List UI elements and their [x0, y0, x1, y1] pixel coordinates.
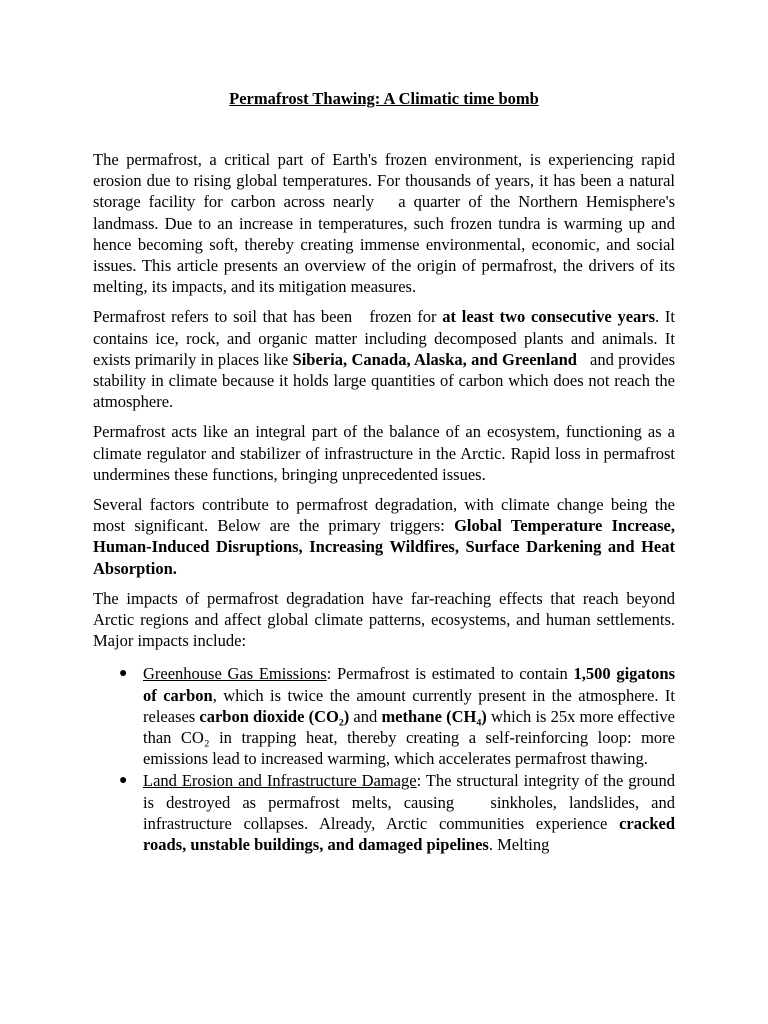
list-item — [93, 663, 675, 769]
bullet1-text-2: , which is twice the amount currently present in the atmosphere. It releases — [143, 685, 675, 726]
bullet-icon: ● — [119, 773, 128, 789]
bullet2-heading: Land Erosion and Infrastructure Damage — [143, 771, 417, 791]
bullet1-heading: Greenhouse Gas Emissions — [143, 664, 327, 684]
bullet1-text-3: and — [349, 706, 382, 726]
ecosystem-paragraph: Permafrost acts like an integral part of the balance of an ecosystem, functioning as a climate regulator and stabilizer of infrastructure in the Arctic. Rapid loss in permafrost undermines these functions, bringing unprecedented issues. — [93, 422, 675, 484]
bullet2-text-1: : The structural integrity of the ground is destroyed as permafrost melts, causing sinkholes, landslides, and infrastructure collapses. Already, Arctic communities experience — [143, 771, 675, 833]
bullet2-bold-1: cracked roads, unstable buildings, and damaged pipelines — [143, 813, 675, 855]
definition-text-e: and provides stability in climate because it holds large quantities of carbon which does not reach the atmosphere. — [93, 349, 675, 412]
definition-bold-duration: at least two consecutive years — [442, 307, 656, 327]
bullet1-text-1: : Permafrost is estimated to contain — [326, 664, 574, 684]
document-page — [93, 88, 675, 856]
bullet1-bold-3: methane (CH₄) — [381, 706, 487, 726]
bullet2-text-2: . Melting — [488, 835, 550, 855]
bullet1-text-4: which is 25x more effective than CO₂ in trapping heat, thereby creating a self-reinforcing loop: more emissions lead to increased warming, which accelerates permafrost thawing. — [143, 706, 676, 769]
factors-text: Several factors contribute to permafrost degradation, with climate change being the most significant. Below are the primary triggers: — [93, 495, 675, 536]
impacts-list — [93, 663, 675, 855]
factors-bold-triggers: Global Temperature Increase, Human-Induced Disruptions, Increasing Wildfires, Surface Darkening and Heat Absorption. — [93, 516, 675, 578]
bullet-icon: ● — [119, 666, 128, 682]
definition-bold-places: Siberia, Canada, Alaska, and Greenland — [292, 349, 577, 369]
impacts-paragraph: The impacts of permafrost degradation have far-reaching effects that reach beyond Arctic regions and affect global climate patterns, ecosystems, and human settlements. Major impacts include: — [93, 588, 675, 651]
list-item — [93, 770, 675, 855]
intro-paragraph: The permafrost, a critical part of Earth's frozen environment, is experiencing rapid erosion due to rising global temperatures. For thousands of years, it has been a natural storage facility for carbon across nearly a quarter of the Northern Hemisphere's landmass. Due to an increase in temperatures, such frozen tundra is warming up and hence becoming soft, thereby creating immense environmental, economic, and social issues. This article presents an overview of the origin of permafrost, the drivers of its melting, its impacts, and its mitigation measures. — [93, 150, 675, 297]
bullet1-bold-2: carbon dioxide (CO₂) — [199, 706, 350, 726]
factors-paragraph — [93, 494, 675, 579]
definition-text-a: Permafrost refers to soil that has been frozen for — [93, 307, 443, 327]
definition-paragraph — [93, 306, 675, 412]
document-title: Permafrost Thawing: A Climatic time bomb — [229, 89, 539, 108]
bullet1-bold-1: 1,500 gigatons of carbon — [143, 664, 675, 705]
definition-text-c: . It contains ice, rock, and organic matter including decomposed plants and animals. It exists primarily in places like — [93, 307, 675, 369]
